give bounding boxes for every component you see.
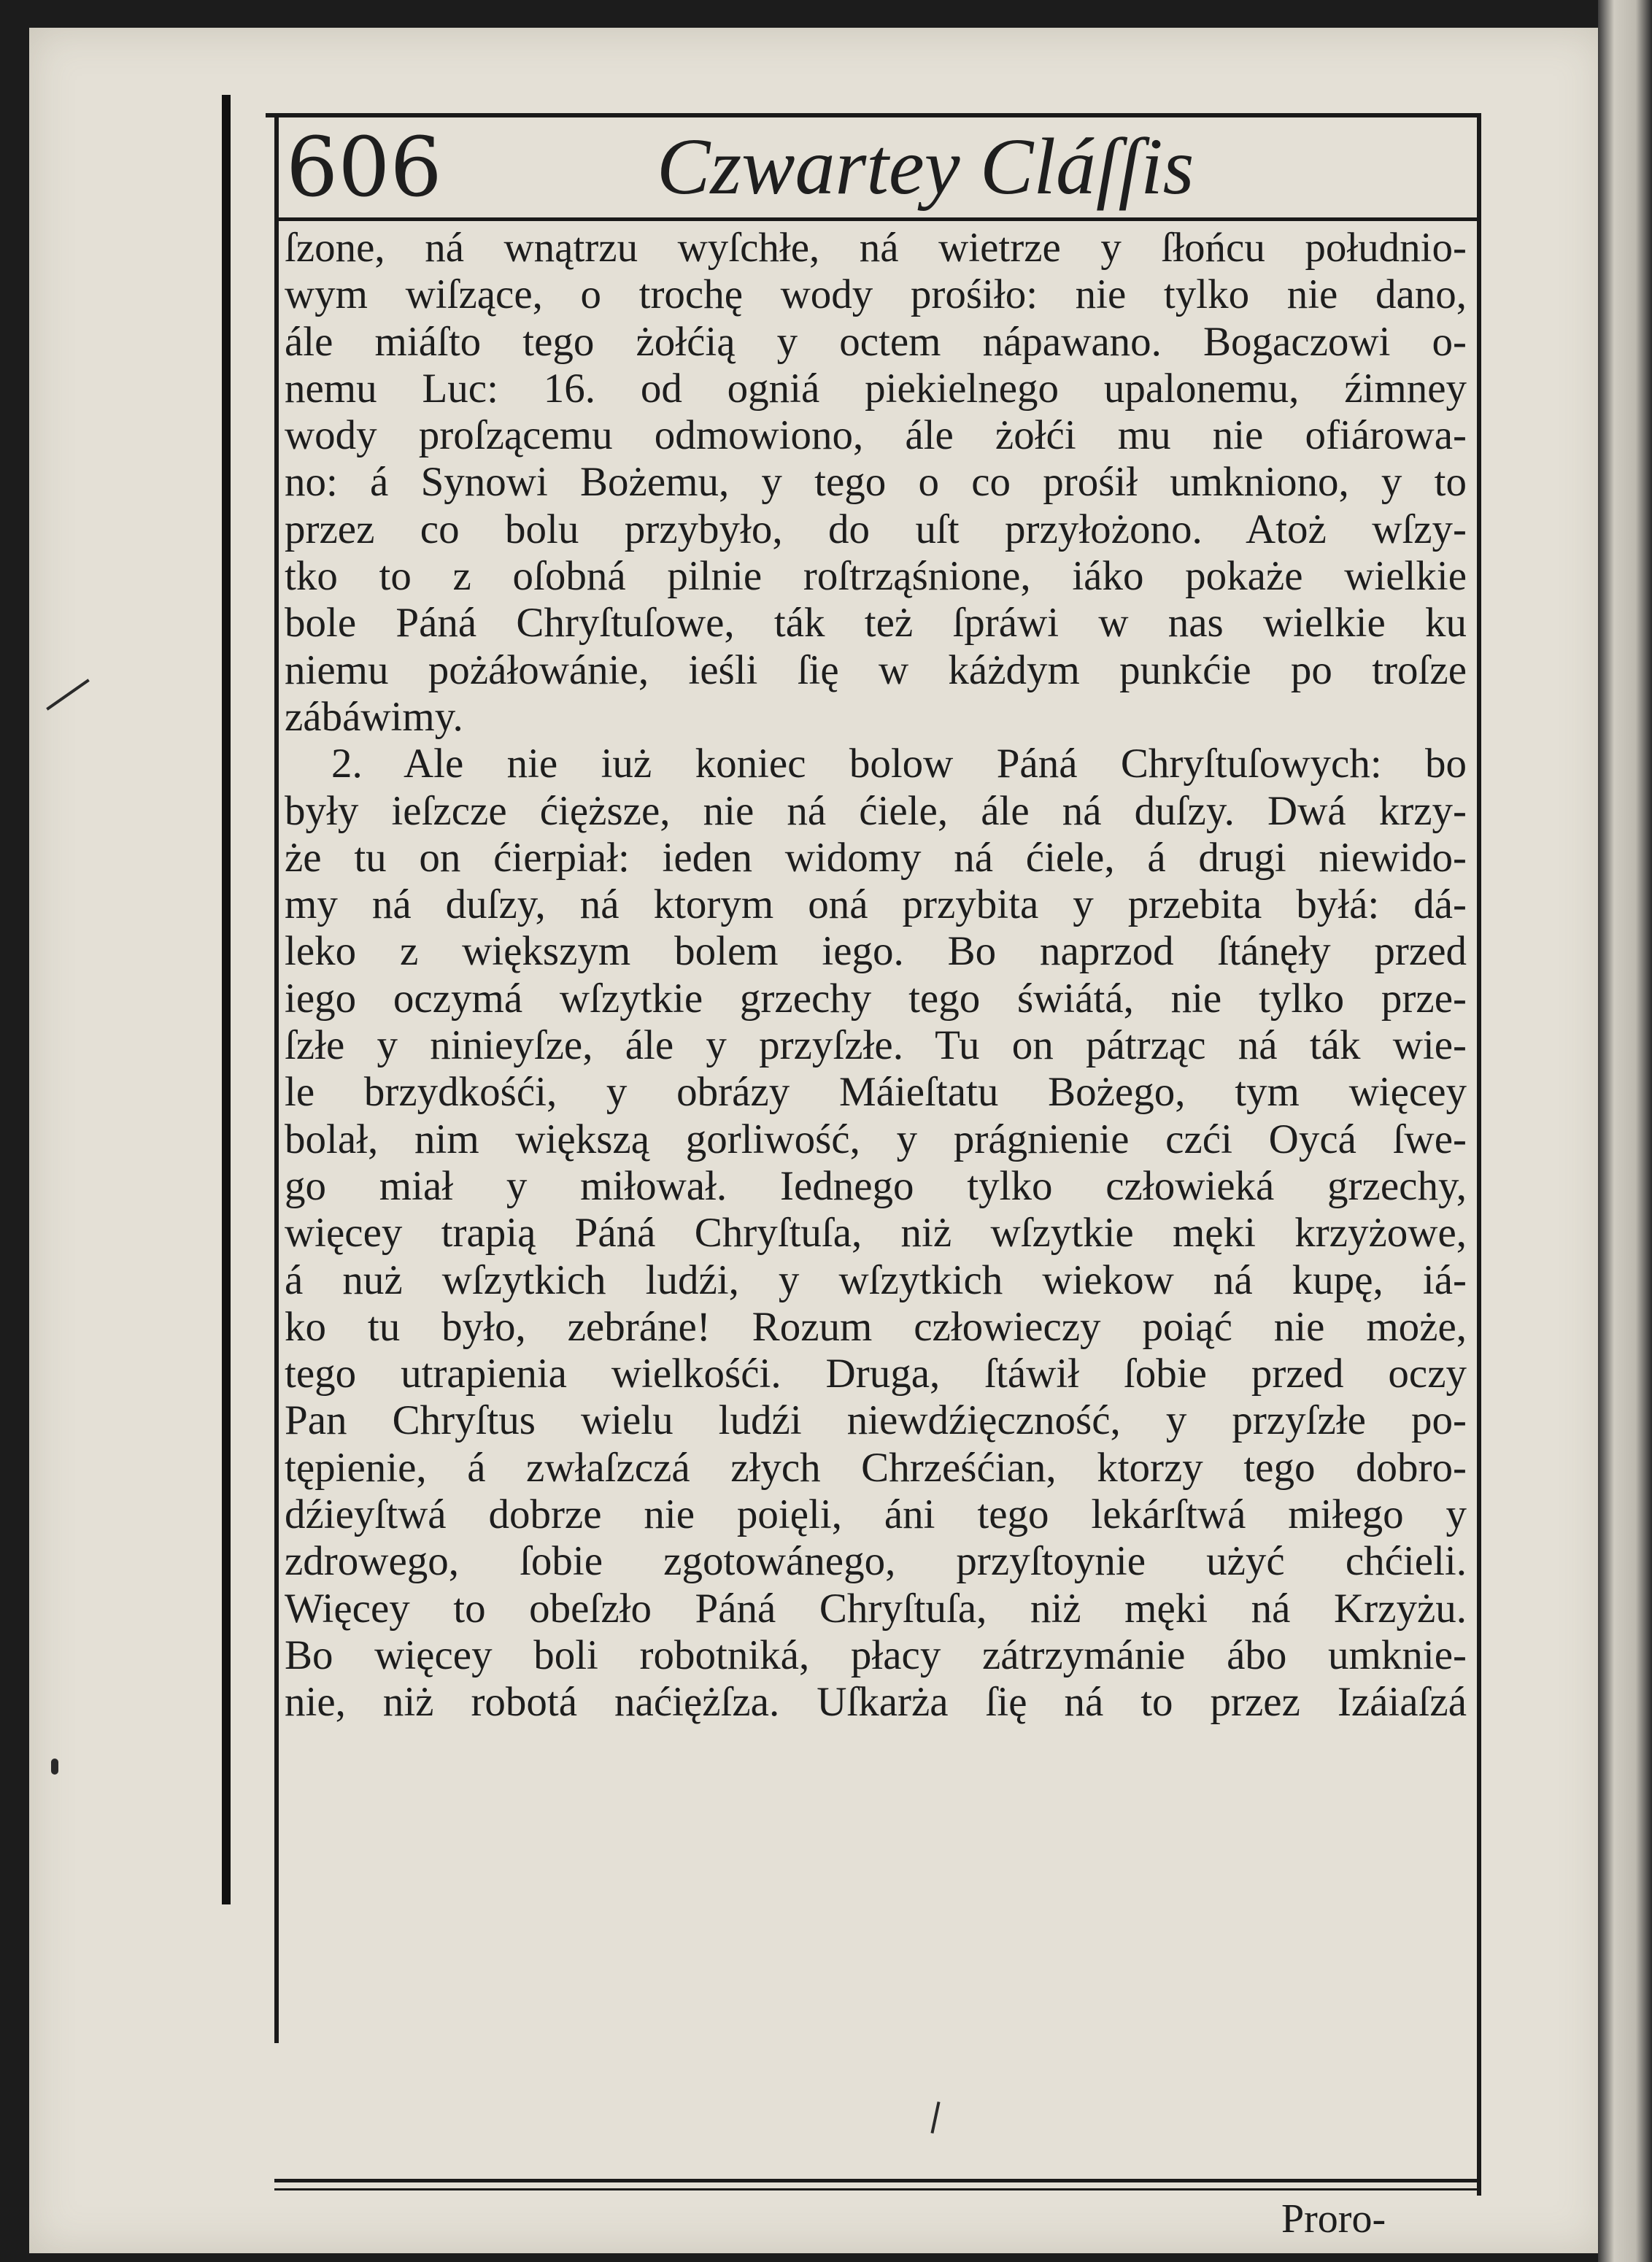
text-line: go miał y miłował. Iednego tylko człowieká grzechy, [285,1162,1467,1209]
text-line: Bo więcey boli robotniká, płacy zátrzymánie ábo umknie- [285,1632,1467,1678]
text-line: nemu Luc: 16. od ogniá piekielnego upalonemu, źimney [285,365,1467,412]
text-line: zdrowego, ſobie zgotowánego, przyſtoynie użyć chćieli. [285,1538,1467,1585]
text-line: tego utrapienia wielkośći. Druga, ſtáwił ſobie przed oczy [285,1351,1467,1397]
text-line: ſzłe y ninieyſze, ále y przyſzłe. Tu on pátrząc ná ták wie- [285,1022,1467,1069]
page-number: 606 [286,120,442,215]
text-line: dźieyſtwá dobrze nie poięli, áni tego lekárſtwá miłego y [285,1491,1467,1538]
text-line: zábáwimy. [285,693,463,740]
ink-mark [51,1759,58,1775]
footer-rule [274,2179,1478,2190]
body-text [285,225,1467,1726]
text-line: więcey trapią Páná Chryſtuſa, niż wſzytkie męki krzyżowe, [285,1210,1467,1257]
text-line: Więcey to obeſzło Páná Chryſtuſa, niż męki ná Krzyżu. [285,1585,1467,1632]
catchword: Proro- [1281,2196,1386,2242]
text-line: no: á Synowi Bożemu, y tego o co prośił umkniono, y to [285,459,1467,506]
header-rule [274,217,1478,221]
text-line: my ná duſzy, ná ktorym oná przybita y przebita byłá: dá- [285,881,1467,928]
text-line: Pan Chryſtus wielu ludźi niewdźięczność, y przyſzłe po- [285,1397,1467,1444]
text-line: leko z większym bolem iego. Bo naprzod ſtánęły przed [285,928,1467,975]
text-line: ko tu było, zebráne! Rozum człowieczy poiąć nie może, [285,1303,1467,1350]
text-line: á nuż wſzytkich ludźi, y wſzytkich wiekow ná kupę, iá- [285,1257,1467,1303]
text-line: nie, niż robotá naćiężſza. Uſkarża ſię ná to przez Izáiaſzá [285,1679,1467,1726]
text-line: bolał, nim większą gorliwość, y prágnienie czći Oycá ſwe- [285,1116,1467,1162]
running-title: Czwartey Cláſſis [657,122,1194,211]
text-line: bole Páná Chryſtuſowe, ták też ſpráwi w nas wielkie ku [285,600,1467,646]
next-page-edge [1598,0,1652,2262]
text-line: 2. Ale nie iuż koniec bolow Páná Chryſtuſowych: bo [331,741,1467,787]
text-line: przez co bolu przybyło, do uſt przyłożono. Atoż wſzy- [285,506,1467,552]
frame-left-rule [274,117,279,2043]
text-line: wody proſzącemu odmowiono, ále żołći mu nie ofiárowa- [285,412,1467,459]
text-line: wym wiſzące, o trochę wody prośiło: nie tylko nie dano, [285,271,1467,318]
text-line: były ieſzcze ćięższe, nie ná ćiele, ále ná duſzy. Dwá krzy- [285,787,1467,834]
left-margin-rule [222,95,231,1904]
text-line: tko to z oſobná pilnie roſtrząśnione, iáko pokaże wielkie [285,553,1467,600]
text-line: ále miáſto tego żołćią y octem nápawano. Bogaczowi o- [285,318,1467,365]
text-line: niemu pożáłowánie, ieśli ſię w káżdym punkćie po troſze [285,646,1467,693]
text-line: tępienie, á zwłaſzczá złych Chrześćian, ktorzy tego dobro- [285,1444,1467,1491]
text-line: że tu on ćierpiał: ieden widomy ná ćiele, á drugi niewido- [285,834,1467,881]
text-line: le brzydkośći, y obrázy Máieſtatu Bożego, tym więcey [285,1069,1467,1116]
text-line: iego oczymá wſzytkie grzechy tego świátá, nie tylko prze- [285,975,1467,1022]
text-line: ſzone, ná wnątrzu wyſchłe, ná wietrze y ſłońcu południo- [285,225,1467,271]
